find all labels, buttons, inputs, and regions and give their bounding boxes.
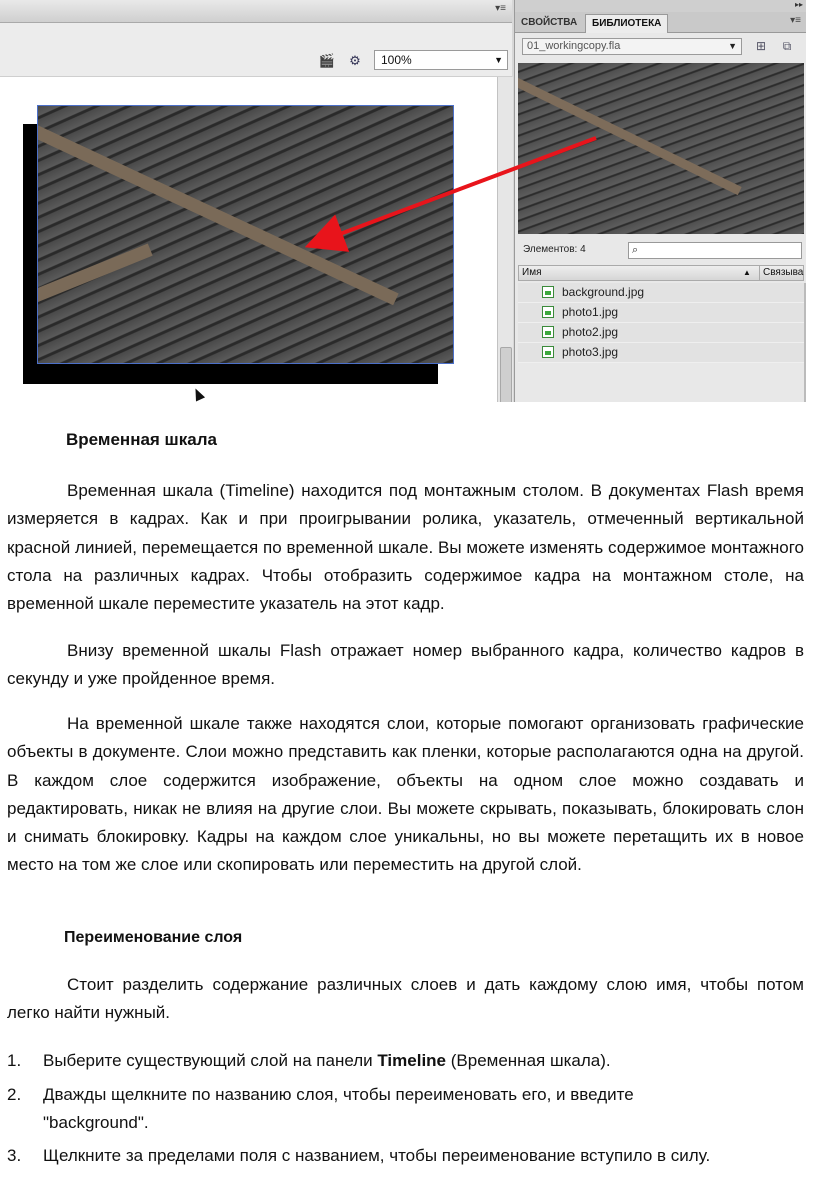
bitmap-icon xyxy=(542,306,554,318)
chevron-down-icon: ▼ xyxy=(728,41,737,51)
list-item: 3. Щелкните за пределами поля с названием, чтобы переименование вступило в силу. xyxy=(7,1146,711,1165)
column-linkage[interactable]: Связыва xyxy=(759,266,803,280)
stage-title-bar xyxy=(0,0,512,23)
new-library-panel-icon[interactable]: ⧉ xyxy=(782,39,792,53)
stage-toolbar xyxy=(0,46,512,77)
list-item[interactable]: background.jpg xyxy=(518,283,804,303)
pin-library-icon[interactable]: ⊞ xyxy=(755,39,767,53)
library-search-input[interactable] xyxy=(628,242,802,259)
heading-timeline: Временная шкала xyxy=(66,430,217,449)
scrollbar-thumb[interactable] xyxy=(500,347,512,402)
library-menu-icon[interactable]: ▾≡ xyxy=(790,15,801,26)
library-column-header xyxy=(518,265,804,281)
edit-scene-icon[interactable]: 🎬 xyxy=(318,53,336,68)
zoom-select[interactable] xyxy=(374,50,508,70)
stage-panel xyxy=(0,0,512,402)
library-scrollbar[interactable] xyxy=(804,283,806,402)
list-item: 1. Выберите существующий слой на панели Timeline (Временная шкала). xyxy=(7,1051,611,1070)
edit-symbol-icon[interactable]: ⚙ xyxy=(349,53,361,68)
list-item: 2. Дважды щелкните по названию слоя, чтобы переименовать его, и введите "background". xyxy=(7,1085,634,1133)
bitmap-icon xyxy=(542,346,554,358)
paragraph: Временная шкала (Timeline) находится под монтажным столом. В документах Flash время измеряется в кадрах. Как и при проигрывании ролика, указатель, отмеченный вертикальной красной линией, перемещается по временной шкале. Вы можете изменять содержимое монтажного стола на различных кадрах. Чтобы отобразить содержимое кадра на монтажном столе, на временной шкале переместите указатель на этот кадр. xyxy=(7,481,804,614)
paragraph: Внизу временной шкалы Flash отражает номер выбранного кадра, количество кадров в секунду и уже пройденное время. xyxy=(7,641,804,689)
list-item[interactable]: photo2.jpg xyxy=(518,323,804,343)
library-preview xyxy=(518,63,804,234)
column-name[interactable]: Имя xyxy=(522,267,542,278)
collapse-panel-icon[interactable]: ▸▸ xyxy=(515,0,806,12)
heading-rename-layer: Переименование слоя xyxy=(64,929,243,946)
bitmap-icon xyxy=(542,286,554,298)
search-icon: ⌕ xyxy=(632,244,639,256)
list-item[interactable]: photo1.jpg xyxy=(518,303,804,323)
library-panel xyxy=(514,0,806,402)
tab-library[interactable]: БИБЛИОТЕКА xyxy=(585,14,668,33)
document-name: 01_workingcopy.fla xyxy=(527,40,621,52)
list-item[interactable]: photo3.jpg xyxy=(518,343,804,363)
paragraph: На временной шкале также находятся слои, которые помогают организовать графические объекты в документе. Слои можно представить как пленки, которые располагаются одна на другой. В каждом слое содержится изображение, объекты на одном слое можно создавать и редактировать, никак не влияя на другие слои. Вы можете скрывать, показывать, блокировать слон и снимать блокировку. Кадры на каждом слое уникальны, но вы можете перетащить их в новое место на том же слое или скопировать или переместить на другой слой. xyxy=(7,714,804,875)
sort-ascending-icon[interactable]: ▲ xyxy=(743,268,751,277)
bitmap-icon xyxy=(542,326,554,338)
zoom-value: 100% xyxy=(381,53,412,67)
chevron-down-icon: ▼ xyxy=(494,55,503,65)
paragraph: Стоит разделить содержание различных слоев и дать каждому слою имя, чтобы потом легко найти нужный. xyxy=(7,975,804,1023)
items-count: Элементов: 4 xyxy=(523,244,586,255)
panel-menu-icon[interactable]: ▾≡ xyxy=(495,3,506,14)
library-items xyxy=(518,283,804,363)
document-select[interactable] xyxy=(522,38,742,55)
flash-screenshot xyxy=(0,0,806,402)
library-tabs xyxy=(515,12,806,33)
stage-vertical-scrollbar[interactable] xyxy=(497,77,513,402)
tab-properties[interactable]: СВОЙСТВА xyxy=(521,17,578,28)
stage-background-image[interactable] xyxy=(37,105,454,364)
